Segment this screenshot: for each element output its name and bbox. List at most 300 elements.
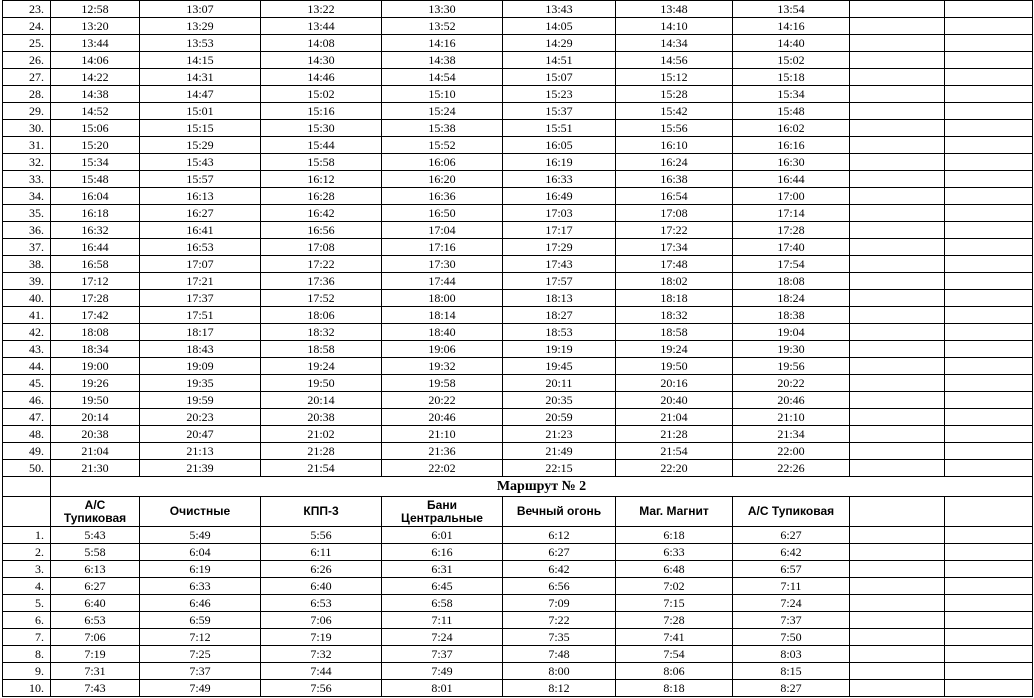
time-cell: 16:44 bbox=[733, 171, 850, 188]
table-row bbox=[3, 171, 1033, 188]
time-cell: 6:18 bbox=[616, 527, 733, 544]
time-cell: 18:14 bbox=[382, 307, 503, 324]
time-cell: 20:16 bbox=[616, 375, 733, 392]
stop-header: А/С Тупиковая bbox=[733, 497, 850, 527]
time-cell: 6:04 bbox=[140, 544, 261, 561]
time-cell: 14:29 bbox=[503, 35, 616, 52]
time-cell: 8:18 bbox=[616, 680, 733, 697]
empty-cell bbox=[945, 307, 1033, 324]
empty-cell bbox=[945, 324, 1033, 341]
time-cell: 17:54 bbox=[733, 256, 850, 273]
time-cell: 17:29 bbox=[503, 239, 616, 256]
time-cell: 15:12 bbox=[616, 69, 733, 86]
time-cell: 16:12 bbox=[261, 171, 382, 188]
empty-cell bbox=[850, 290, 945, 307]
empty-cell bbox=[945, 103, 1033, 120]
time-cell: 18:43 bbox=[140, 341, 261, 358]
time-cell: 18:38 bbox=[733, 307, 850, 324]
empty-cell bbox=[945, 595, 1033, 612]
row-number: 47. bbox=[3, 409, 51, 426]
table-row bbox=[3, 443, 1033, 460]
time-cell: 6:40 bbox=[51, 595, 140, 612]
time-cell: 16:18 bbox=[51, 205, 140, 222]
time-cell: 19:58 bbox=[382, 375, 503, 392]
empty-cell bbox=[850, 239, 945, 256]
time-cell: 17:43 bbox=[503, 256, 616, 273]
time-cell: 15:06 bbox=[51, 120, 140, 137]
time-cell: 6:27 bbox=[503, 544, 616, 561]
time-cell: 14:34 bbox=[616, 35, 733, 52]
time-cell: 13:44 bbox=[51, 35, 140, 52]
time-cell: 20:38 bbox=[51, 426, 140, 443]
empty-cell bbox=[945, 86, 1033, 103]
table-row bbox=[3, 205, 1033, 222]
time-cell: 21:39 bbox=[140, 460, 261, 477]
time-cell: 6:27 bbox=[733, 527, 850, 544]
table-row bbox=[3, 222, 1033, 239]
empty-cell bbox=[850, 307, 945, 324]
empty-cell bbox=[945, 120, 1033, 137]
empty-cell bbox=[945, 561, 1033, 578]
empty-cell bbox=[850, 527, 945, 544]
time-cell: 5:43 bbox=[51, 527, 140, 544]
time-cell: 7:56 bbox=[261, 680, 382, 697]
time-cell: 6:40 bbox=[261, 578, 382, 595]
row-number: 4. bbox=[3, 578, 51, 595]
time-cell: 16:30 bbox=[733, 154, 850, 171]
time-cell: 16:05 bbox=[503, 137, 616, 154]
time-cell: 7:50 bbox=[733, 629, 850, 646]
table-row bbox=[3, 527, 1033, 544]
empty-cell bbox=[945, 18, 1033, 35]
empty-cell bbox=[850, 103, 945, 120]
time-cell: 6:58 bbox=[382, 595, 503, 612]
time-cell: 13:44 bbox=[261, 18, 382, 35]
time-cell: 15:30 bbox=[261, 120, 382, 137]
time-cell: 7:31 bbox=[51, 663, 140, 680]
time-cell: 20:40 bbox=[616, 392, 733, 409]
time-cell: 7:24 bbox=[733, 595, 850, 612]
time-cell: 14:06 bbox=[51, 52, 140, 69]
time-cell: 15:28 bbox=[616, 86, 733, 103]
empty-cell bbox=[945, 273, 1033, 290]
time-cell: 15:51 bbox=[503, 120, 616, 137]
empty-cell bbox=[945, 497, 1033, 527]
time-cell: 7:15 bbox=[616, 595, 733, 612]
time-cell: 15:20 bbox=[51, 137, 140, 154]
time-cell: 17:40 bbox=[733, 239, 850, 256]
time-cell: 14:40 bbox=[733, 35, 850, 52]
time-cell: 16:38 bbox=[616, 171, 733, 188]
time-cell: 17:52 bbox=[261, 290, 382, 307]
time-cell: 6:56 bbox=[503, 578, 616, 595]
empty-cell bbox=[850, 120, 945, 137]
row-number: 6. bbox=[3, 612, 51, 629]
empty-cell bbox=[945, 290, 1033, 307]
time-cell: 15:18 bbox=[733, 69, 850, 86]
row-number: 24. bbox=[3, 18, 51, 35]
time-cell: 16:28 bbox=[261, 188, 382, 205]
empty-cell bbox=[850, 18, 945, 35]
time-cell: 20:38 bbox=[261, 409, 382, 426]
time-cell: 16:56 bbox=[261, 222, 382, 239]
time-cell: 21:54 bbox=[261, 460, 382, 477]
row-number: 31. bbox=[3, 137, 51, 154]
time-cell: 21:10 bbox=[733, 409, 850, 426]
table-row bbox=[3, 35, 1033, 52]
empty-cell bbox=[945, 188, 1033, 205]
empty-cell bbox=[945, 629, 1033, 646]
time-cell: 18:18 bbox=[616, 290, 733, 307]
route-1-rows bbox=[3, 1, 1033, 477]
time-cell: 16:20 bbox=[382, 171, 503, 188]
time-cell: 16:13 bbox=[140, 188, 261, 205]
time-cell: 19:00 bbox=[51, 358, 140, 375]
row-number: 29. bbox=[3, 103, 51, 120]
table-row bbox=[3, 646, 1033, 663]
time-cell: 17:08 bbox=[616, 205, 733, 222]
table-row bbox=[3, 680, 1033, 697]
empty-cell bbox=[850, 341, 945, 358]
time-cell: 6:46 bbox=[140, 595, 261, 612]
row-number: 37. bbox=[3, 239, 51, 256]
time-cell: 16:44 bbox=[51, 239, 140, 256]
time-cell: 21:49 bbox=[503, 443, 616, 460]
time-cell: 21:10 bbox=[382, 426, 503, 443]
time-cell: 19:50 bbox=[51, 392, 140, 409]
time-cell: 13:30 bbox=[382, 1, 503, 18]
row-number: 41. bbox=[3, 307, 51, 324]
time-cell: 18:13 bbox=[503, 290, 616, 307]
time-cell: 17:22 bbox=[261, 256, 382, 273]
empty-cell bbox=[850, 561, 945, 578]
time-cell: 15:38 bbox=[382, 120, 503, 137]
empty-cell bbox=[850, 358, 945, 375]
time-cell: 7:25 bbox=[140, 646, 261, 663]
empty-cell bbox=[850, 544, 945, 561]
time-cell: 17:04 bbox=[382, 222, 503, 239]
empty-cell bbox=[945, 239, 1033, 256]
time-cell: 6:48 bbox=[616, 561, 733, 578]
table-row bbox=[3, 307, 1033, 324]
empty-cell bbox=[945, 69, 1033, 86]
route-2-title: Маршрут № 2 bbox=[51, 477, 1033, 497]
time-cell: 19:26 bbox=[51, 375, 140, 392]
time-cell: 15:42 bbox=[616, 103, 733, 120]
time-cell: 6:33 bbox=[140, 578, 261, 595]
time-cell: 7:35 bbox=[503, 629, 616, 646]
time-cell: 7:48 bbox=[503, 646, 616, 663]
time-cell: 6:19 bbox=[140, 561, 261, 578]
row-number: 43. bbox=[3, 341, 51, 358]
row-number: 36. bbox=[3, 222, 51, 239]
row-number: 33. bbox=[3, 171, 51, 188]
time-cell: 15:07 bbox=[503, 69, 616, 86]
time-cell: 16:50 bbox=[382, 205, 503, 222]
time-cell: 7:09 bbox=[503, 595, 616, 612]
time-cell: 13:22 bbox=[261, 1, 382, 18]
time-cell: 15:15 bbox=[140, 120, 261, 137]
row-number: 42. bbox=[3, 324, 51, 341]
row-number: 27. bbox=[3, 69, 51, 86]
empty-cell bbox=[945, 460, 1033, 477]
time-cell: 22:00 bbox=[733, 443, 850, 460]
table-row bbox=[3, 120, 1033, 137]
time-cell: 17:12 bbox=[51, 273, 140, 290]
time-cell: 6:57 bbox=[733, 561, 850, 578]
time-cell: 15:24 bbox=[382, 103, 503, 120]
time-cell: 7:49 bbox=[140, 680, 261, 697]
time-cell: 15:02 bbox=[261, 86, 382, 103]
time-cell: 14:54 bbox=[382, 69, 503, 86]
time-cell: 7:54 bbox=[616, 646, 733, 663]
time-cell: 21:13 bbox=[140, 443, 261, 460]
time-cell: 6:31 bbox=[382, 561, 503, 578]
time-cell: 21:54 bbox=[616, 443, 733, 460]
time-cell: 17:03 bbox=[503, 205, 616, 222]
time-cell: 6:13 bbox=[51, 561, 140, 578]
time-cell: 21:02 bbox=[261, 426, 382, 443]
row-number: 1. bbox=[3, 527, 51, 544]
time-cell: 14:47 bbox=[140, 86, 261, 103]
stop-header: КПП-3 bbox=[261, 497, 382, 527]
time-cell: 17:07 bbox=[140, 256, 261, 273]
time-cell: 14:38 bbox=[51, 86, 140, 103]
time-cell: 14:08 bbox=[261, 35, 382, 52]
time-cell: 15:10 bbox=[382, 86, 503, 103]
row-number: 35. bbox=[3, 205, 51, 222]
time-cell: 7:32 bbox=[261, 646, 382, 663]
row-number: 25. bbox=[3, 35, 51, 52]
time-cell: 6:01 bbox=[382, 527, 503, 544]
stop-header: Маг. Магнит bbox=[616, 497, 733, 527]
time-cell: 5:58 bbox=[51, 544, 140, 561]
time-cell: 18:34 bbox=[51, 341, 140, 358]
row-number: 34. bbox=[3, 188, 51, 205]
empty-cell bbox=[850, 612, 945, 629]
time-cell: 8:12 bbox=[503, 680, 616, 697]
time-cell: 6:42 bbox=[503, 561, 616, 578]
time-cell: 8:00 bbox=[503, 663, 616, 680]
time-cell: 6:12 bbox=[503, 527, 616, 544]
time-cell: 6:27 bbox=[51, 578, 140, 595]
table-row bbox=[3, 86, 1033, 103]
row-number: 9. bbox=[3, 663, 51, 680]
table-row bbox=[3, 409, 1033, 426]
time-cell: 15:56 bbox=[616, 120, 733, 137]
time-cell: 16:16 bbox=[733, 137, 850, 154]
table-row bbox=[3, 460, 1033, 477]
empty-cell bbox=[850, 1, 945, 18]
table-row bbox=[3, 188, 1033, 205]
empty-cell bbox=[850, 35, 945, 52]
time-cell: 14:46 bbox=[261, 69, 382, 86]
table-row bbox=[3, 663, 1033, 680]
empty-cell bbox=[850, 171, 945, 188]
time-cell: 16:10 bbox=[616, 137, 733, 154]
empty-cell bbox=[850, 222, 945, 239]
time-cell: 6:59 bbox=[140, 612, 261, 629]
time-cell: 20:23 bbox=[140, 409, 261, 426]
empty-cell bbox=[945, 443, 1033, 460]
time-cell: 19:59 bbox=[140, 392, 261, 409]
row-number: 30. bbox=[3, 120, 51, 137]
time-cell: 20:46 bbox=[382, 409, 503, 426]
empty-cell bbox=[850, 680, 945, 697]
empty-cell bbox=[850, 137, 945, 154]
time-cell: 6:11 bbox=[261, 544, 382, 561]
time-cell: 21:28 bbox=[261, 443, 382, 460]
time-cell: 20:59 bbox=[503, 409, 616, 426]
time-cell: 16:24 bbox=[616, 154, 733, 171]
stop-header: Вечный огонь bbox=[503, 497, 616, 527]
time-cell: 20:22 bbox=[733, 375, 850, 392]
table-row bbox=[3, 426, 1033, 443]
empty-cell bbox=[945, 341, 1033, 358]
time-cell: 19:04 bbox=[733, 324, 850, 341]
time-cell: 7:37 bbox=[140, 663, 261, 680]
time-cell: 17:42 bbox=[51, 307, 140, 324]
time-cell: 17:22 bbox=[616, 222, 733, 239]
time-cell: 17:51 bbox=[140, 307, 261, 324]
time-cell: 16:49 bbox=[503, 188, 616, 205]
route-title-row bbox=[3, 477, 1033, 497]
time-cell: 8:06 bbox=[616, 663, 733, 680]
time-cell: 18:53 bbox=[503, 324, 616, 341]
time-cell: 18:02 bbox=[616, 273, 733, 290]
route-2-rows bbox=[3, 527, 1033, 697]
time-cell: 19:50 bbox=[616, 358, 733, 375]
time-cell: 7:22 bbox=[503, 612, 616, 629]
time-cell: 17:44 bbox=[382, 273, 503, 290]
time-cell: 17:00 bbox=[733, 188, 850, 205]
time-cell: 17:57 bbox=[503, 273, 616, 290]
time-cell: 7:44 bbox=[261, 663, 382, 680]
time-cell: 15:48 bbox=[51, 171, 140, 188]
empty-cell bbox=[850, 443, 945, 460]
time-cell: 18:00 bbox=[382, 290, 503, 307]
time-cell: 18:32 bbox=[616, 307, 733, 324]
empty-cell bbox=[850, 324, 945, 341]
time-cell: 19:35 bbox=[140, 375, 261, 392]
time-cell: 7:11 bbox=[733, 578, 850, 595]
empty-cell bbox=[945, 578, 1033, 595]
time-cell: 7:28 bbox=[616, 612, 733, 629]
time-cell: 15:34 bbox=[733, 86, 850, 103]
time-cell: 12:58 bbox=[51, 1, 140, 18]
time-cell: 14:05 bbox=[503, 18, 616, 35]
time-cell: 17:28 bbox=[733, 222, 850, 239]
table-row bbox=[3, 1, 1033, 18]
time-cell: 6:16 bbox=[382, 544, 503, 561]
time-cell: 22:20 bbox=[616, 460, 733, 477]
time-cell: 21:34 bbox=[733, 426, 850, 443]
time-cell: 19:45 bbox=[503, 358, 616, 375]
time-cell: 13:43 bbox=[503, 1, 616, 18]
time-cell: 6:26 bbox=[261, 561, 382, 578]
empty-cell bbox=[850, 595, 945, 612]
table-row bbox=[3, 256, 1033, 273]
time-cell: 21:04 bbox=[51, 443, 140, 460]
empty-cell bbox=[945, 612, 1033, 629]
time-cell: 20:11 bbox=[503, 375, 616, 392]
time-cell: 14:31 bbox=[140, 69, 261, 86]
time-cell: 7:06 bbox=[261, 612, 382, 629]
table-row bbox=[3, 561, 1033, 578]
time-cell: 13:52 bbox=[382, 18, 503, 35]
time-cell: 14:52 bbox=[51, 103, 140, 120]
empty-cell bbox=[850, 578, 945, 595]
time-cell: 15:43 bbox=[140, 154, 261, 171]
time-cell: 17:28 bbox=[51, 290, 140, 307]
time-cell: 16:36 bbox=[382, 188, 503, 205]
time-cell: 16:54 bbox=[616, 188, 733, 205]
time-cell: 13:29 bbox=[140, 18, 261, 35]
time-cell: 17:48 bbox=[616, 256, 733, 273]
time-cell: 19:09 bbox=[140, 358, 261, 375]
time-cell: 7:37 bbox=[382, 646, 503, 663]
time-cell: 13:54 bbox=[733, 1, 850, 18]
time-cell: 7:24 bbox=[382, 629, 503, 646]
empty-cell bbox=[850, 188, 945, 205]
time-cell: 14:22 bbox=[51, 69, 140, 86]
empty-cell bbox=[945, 205, 1033, 222]
empty-cell bbox=[850, 460, 945, 477]
empty-cell bbox=[850, 646, 945, 663]
empty-cell bbox=[945, 409, 1033, 426]
table-row bbox=[3, 69, 1033, 86]
table-row bbox=[3, 341, 1033, 358]
table-row bbox=[3, 544, 1033, 561]
time-cell: 19:24 bbox=[616, 341, 733, 358]
time-cell: 13:20 bbox=[51, 18, 140, 35]
empty-cell bbox=[850, 256, 945, 273]
empty-cell bbox=[945, 154, 1033, 171]
row-number: 2. bbox=[3, 544, 51, 561]
time-cell: 14:10 bbox=[616, 18, 733, 35]
time-cell: 15:23 bbox=[503, 86, 616, 103]
time-cell: 22:15 bbox=[503, 460, 616, 477]
time-cell: 13:48 bbox=[616, 1, 733, 18]
row-number: 32. bbox=[3, 154, 51, 171]
table-row bbox=[3, 137, 1033, 154]
empty-cell bbox=[850, 69, 945, 86]
row-number: 7. bbox=[3, 629, 51, 646]
time-cell: 16:58 bbox=[51, 256, 140, 273]
time-cell: 22:26 bbox=[733, 460, 850, 477]
time-cell: 21:30 bbox=[51, 460, 140, 477]
empty-cell bbox=[945, 256, 1033, 273]
time-cell: 17:17 bbox=[503, 222, 616, 239]
time-cell: 16:33 bbox=[503, 171, 616, 188]
time-cell: 16:42 bbox=[261, 205, 382, 222]
empty-cell bbox=[945, 544, 1033, 561]
empty-cell bbox=[850, 273, 945, 290]
time-cell: 7:49 bbox=[382, 663, 503, 680]
time-cell: 8:15 bbox=[733, 663, 850, 680]
time-cell: 18:08 bbox=[51, 324, 140, 341]
table-row bbox=[3, 103, 1033, 120]
time-cell: 14:56 bbox=[616, 52, 733, 69]
time-cell: 18:27 bbox=[503, 307, 616, 324]
table-row bbox=[3, 52, 1033, 69]
table-row bbox=[3, 629, 1033, 646]
empty-cell bbox=[945, 222, 1033, 239]
row-number: 23. bbox=[3, 1, 51, 18]
time-cell: 20:35 bbox=[503, 392, 616, 409]
time-cell: 15:29 bbox=[140, 137, 261, 154]
row-number: 38. bbox=[3, 256, 51, 273]
